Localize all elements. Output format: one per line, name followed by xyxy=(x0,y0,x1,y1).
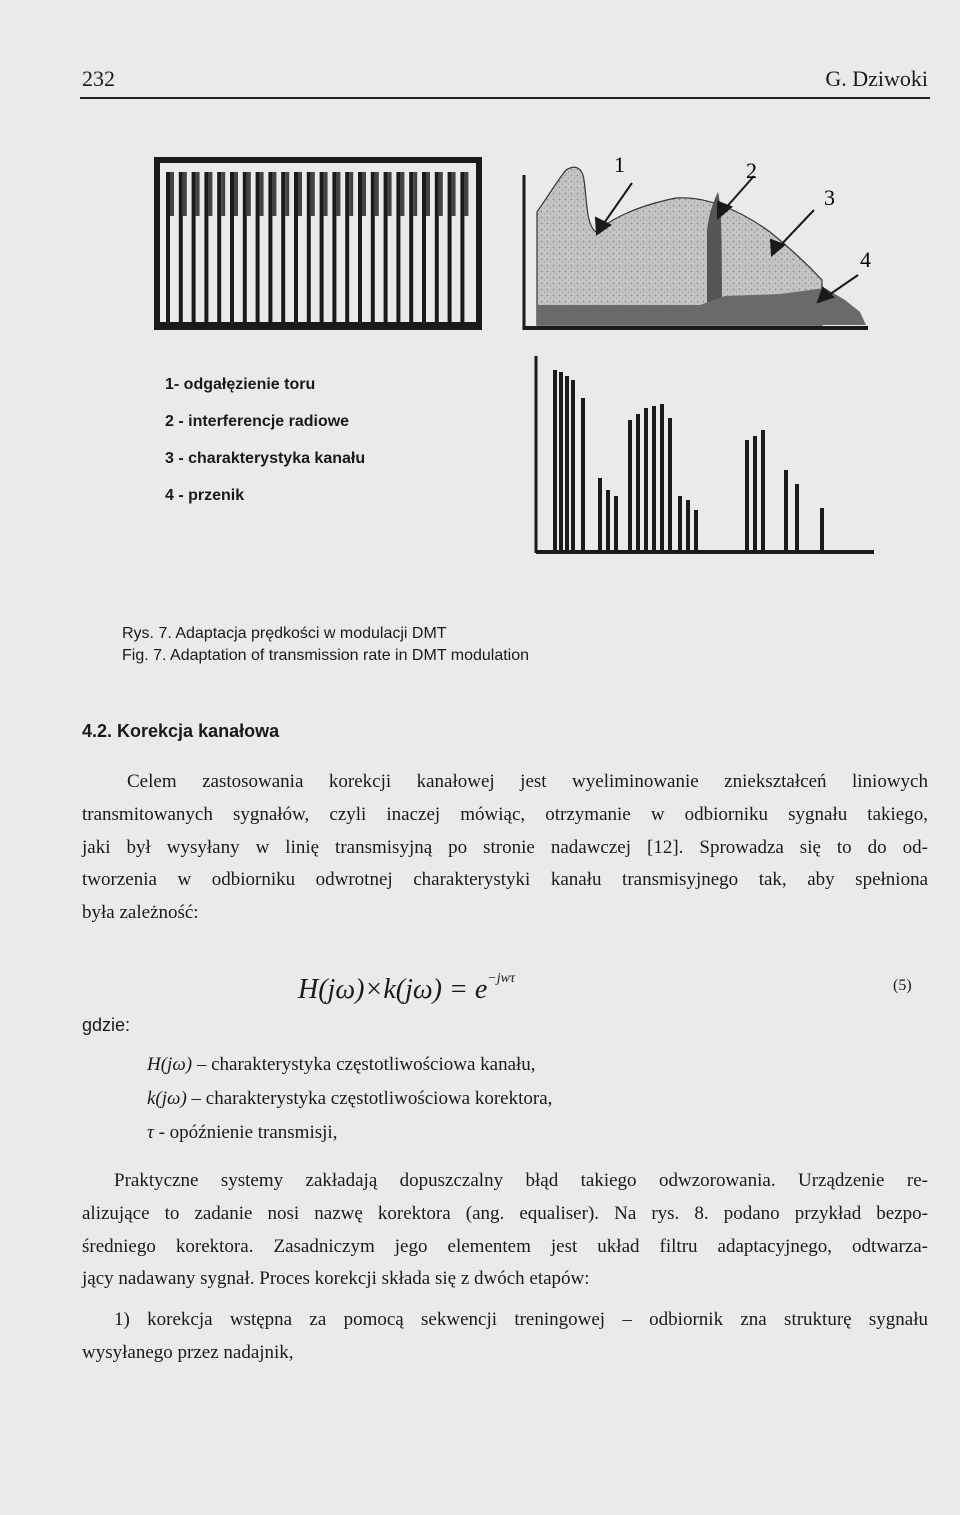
uniform-bar-cap xyxy=(170,172,174,216)
adapted-bar xyxy=(668,418,672,552)
figure-dmt-adaptation xyxy=(0,0,960,680)
uniform-bars xyxy=(166,172,468,322)
uniform-bar xyxy=(332,172,336,322)
uniform-bar xyxy=(422,172,426,322)
paragraph-2 xyxy=(82,1165,928,1296)
uniform-bar-cap xyxy=(221,172,225,216)
definition-k xyxy=(147,1084,552,1118)
uniform-bar xyxy=(268,172,272,322)
arrow-3 xyxy=(771,210,814,255)
adapted-bar xyxy=(686,500,690,552)
adapted-bar xyxy=(753,436,757,552)
adapted-bar xyxy=(553,370,557,552)
adapted-bar xyxy=(795,484,799,552)
paragraph-3 xyxy=(82,1304,928,1370)
equation-5 xyxy=(298,970,515,1006)
adapted-bar xyxy=(559,372,563,552)
adapted-bar xyxy=(678,496,682,552)
definition-symbol: H(jω) xyxy=(147,1054,193,1075)
figure-legend xyxy=(165,374,365,522)
paragraph-line: jący nadawany sygnał. Proces korekcji składa się z dwóch etapów: xyxy=(82,1268,590,1290)
uniform-bar xyxy=(384,172,388,322)
uniform-bar-cap xyxy=(464,172,468,216)
uniform-bar-cap xyxy=(375,172,379,216)
uniform-bar xyxy=(230,172,234,322)
adapted-bar xyxy=(614,496,618,552)
paragraph-line: transmitowanych sygnałów, czyli inaczej mówiąc, otrzymanie w odbiorniku sygnału takiego, xyxy=(82,803,928,825)
paragraph-1 xyxy=(82,766,928,930)
uniform-bar-cap xyxy=(234,172,238,216)
uniform-bar xyxy=(192,172,196,322)
adapted-bar xyxy=(636,414,640,552)
paragraph-line: jaki był wysyłany w linię transmisyjną po stronie nadawczej [12]. Sprowadza się to do od- xyxy=(82,836,928,858)
uniform-bar xyxy=(435,172,439,322)
paragraph-line: 1) korekcja wstępna za pomocą sekwencji treningowej – odbiornik zna strukturę sygnału xyxy=(114,1309,928,1330)
paragraph-line: wysyłanego przez nadajnik, xyxy=(82,1341,294,1363)
adapted-bar xyxy=(644,408,648,552)
definition-symbol: τ xyxy=(147,1122,154,1143)
arrow-label-1: 1 xyxy=(614,152,625,177)
uniform-bar xyxy=(166,172,170,322)
paragraph-line: średniego korektora. Zasadniczym jego elementem jest układ filtru adaptacyjnego, odtwarza- xyxy=(82,1235,928,1257)
uniform-bar xyxy=(345,172,349,322)
uniform-bar-cap xyxy=(285,172,289,216)
definition-text: – charakterystyka częstotliwościowa korektora, xyxy=(186,1088,553,1109)
section-heading: 4.2. Korekcja kanałowa xyxy=(82,721,280,741)
uniform-bar xyxy=(320,172,324,322)
equation-number: (5) xyxy=(893,977,912,994)
definition-text: – charakterystyka częstotliwościowa kanału, xyxy=(192,1054,536,1075)
uniform-bit-allocation-panel xyxy=(157,160,479,327)
paragraph-line: alizujące to zadanie nosi nazwę korektora (ang. equaliser). Na rys. 8. podano przykład bezpo- xyxy=(82,1202,928,1224)
caption-english: Fig. 7. Adaptation of transmission rate in DMT modulation xyxy=(122,647,530,664)
adapted-bar xyxy=(761,430,765,552)
uniform-bar-cap xyxy=(452,172,456,216)
uniform-bar-cap xyxy=(413,172,417,216)
legend-item-3: 3 - charakterystyka kanału xyxy=(165,450,366,467)
equation-body: H(jω)×k(jω) = e xyxy=(298,974,488,1005)
adapted-bar xyxy=(652,406,656,552)
adapted-bar xyxy=(571,380,575,552)
definition-text: - opóźnienie transmisji, xyxy=(153,1122,338,1143)
definition-symbol: k(jω) xyxy=(147,1088,187,1109)
uniform-bar-cap xyxy=(247,172,251,216)
adapted-bar xyxy=(598,478,602,552)
uniform-bar-cap xyxy=(439,172,443,216)
paragraph-line: Praktyczne systemy zakładają dopuszczalny błąd takiego odwzorowania. Urządzenie re- xyxy=(114,1170,928,1191)
adapted-bar xyxy=(581,398,585,552)
uniform-bar-cap xyxy=(388,172,392,216)
uniform-bar-cap xyxy=(196,172,200,216)
arrow-label-3: 3 xyxy=(824,185,835,210)
channel-characteristic-panel xyxy=(524,152,871,330)
uniform-bar-cap xyxy=(298,172,302,216)
uniform-bar-cap xyxy=(426,172,430,216)
uniform-bar xyxy=(460,172,464,322)
uniform-bar xyxy=(448,172,452,322)
legend-item-2: 2 - interferencje radiowe xyxy=(165,413,350,430)
paragraph-line: była zależność: xyxy=(82,902,199,924)
uniform-bar-cap xyxy=(324,172,328,216)
definitions-list xyxy=(147,1050,552,1152)
uniform-bar xyxy=(179,172,183,322)
uniform-bar xyxy=(358,172,362,322)
adapted-bar xyxy=(606,490,610,552)
uniform-bar xyxy=(243,172,247,322)
uniform-bar-cap xyxy=(349,172,353,216)
arrow-label-4: 4 xyxy=(860,247,871,272)
uniform-bar-cap xyxy=(208,172,212,216)
uniform-bar xyxy=(371,172,375,322)
paragraph-line: tworzenia w odbiorniku odwrotnej charakterystyki kanału transmisyjnego tak, aby spełniona xyxy=(82,869,928,891)
uniform-bar-cap xyxy=(183,172,187,216)
uniform-bar-cap xyxy=(311,172,315,216)
adapted-bar xyxy=(660,404,664,552)
uniform-bar xyxy=(396,172,400,322)
uniform-bar xyxy=(409,172,413,322)
uniform-bar xyxy=(281,172,285,322)
definition-tau xyxy=(147,1118,552,1152)
uniform-bar-cap xyxy=(400,172,404,216)
adapted-bar xyxy=(784,470,788,552)
adapted-bar xyxy=(628,420,632,552)
uniform-bar xyxy=(204,172,208,322)
running-header-author: G. Dziwoki xyxy=(825,66,928,91)
definition-h xyxy=(147,1050,552,1084)
where-label: gdzie: xyxy=(82,1015,131,1035)
page-number: 232 xyxy=(82,66,115,91)
uniform-bar-cap xyxy=(272,172,276,216)
caption-polish: Rys. 7. Adaptacja prędkości w modulacji DMT xyxy=(122,625,447,642)
uniform-bar-cap xyxy=(260,172,264,216)
arrow-label-2: 2 xyxy=(746,158,757,183)
adapted-bar xyxy=(820,508,824,552)
legend-item-1: 1- odgałęzienie toru xyxy=(165,376,316,393)
uniform-bar-cap xyxy=(336,172,340,216)
uniform-bar xyxy=(307,172,311,322)
paragraph-line: Celem zastosowania korekcji kanałowej jest wyeliminowanie zniekształceń liniowych xyxy=(127,771,928,792)
adapted-bit-allocation-panel xyxy=(536,356,874,553)
uniform-bar xyxy=(217,172,221,322)
legend-item-4: 4 - przenik xyxy=(165,487,245,504)
uniform-bar xyxy=(294,172,298,322)
adapted-bars xyxy=(553,370,824,552)
uniform-bar-cap xyxy=(362,172,366,216)
adapted-bar xyxy=(565,376,569,552)
adapted-bar xyxy=(745,440,749,552)
uniform-bar xyxy=(256,172,260,322)
adapted-bar xyxy=(694,510,698,552)
equation-exponent: −jwτ xyxy=(487,970,515,986)
figure-caption xyxy=(122,623,529,667)
